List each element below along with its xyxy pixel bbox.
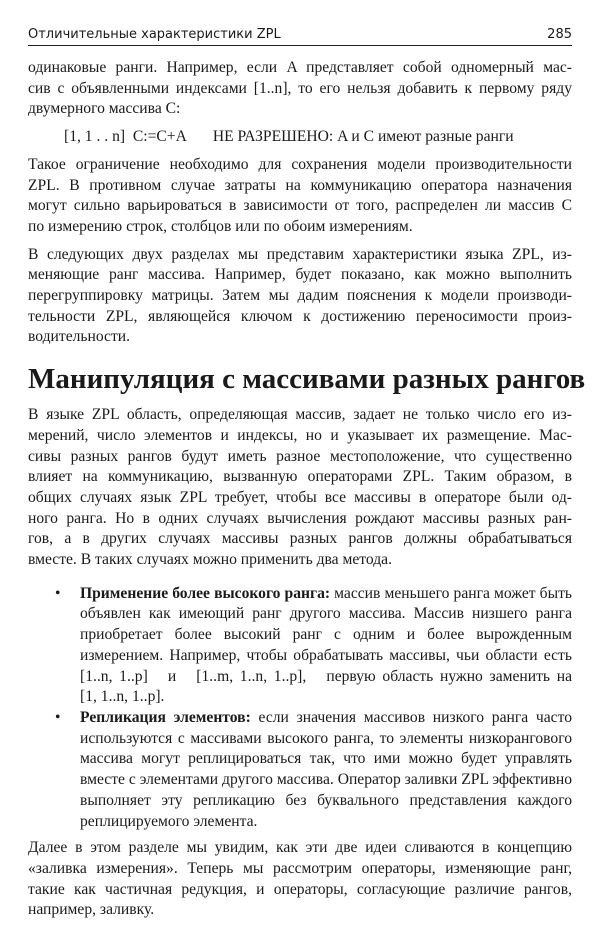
running-header — [28, 20, 572, 46]
code-comment: НЕ РАЗРЕШЕНО: A и C имеют разные ранги — [212, 128, 514, 146]
text-line: объявлен как имеющий ранг другого массива. Массив низшего ранга — [80, 605, 572, 623]
paragraph — [28, 58, 572, 120]
text-line: одинаковые ранги. Например, если A представляет собой одномерный мас- — [28, 59, 572, 76]
text-line: ного ранга. Но в одних случаях вычисления рождают массивы разных ран- — [28, 509, 572, 527]
text-line — [80, 708, 572, 729]
text-line: общих случаях язык ZPL требует, чтобы все массивы в операторе были од- — [28, 488, 572, 506]
text-line: В языке ZPL область, определяющая массив, задает не только число его из- — [28, 406, 572, 424]
text-line: например, заливку. — [28, 901, 155, 919]
text-line: приобретает более высокий ранг с одним и более вырожденным — [80, 626, 572, 644]
text-line: измерением. Например, чтобы обрабатывать массивы, чьи области есть — [80, 646, 572, 664]
bullet-item — [28, 708, 572, 832]
page-body — [28, 58, 586, 928]
text-line: сив с объявленными индексами [1..n], то его нельзя добавить к первому ряду — [28, 79, 572, 97]
page-number: 285 — [547, 27, 572, 42]
paragraph — [28, 838, 572, 921]
text-line: влияет на коммуникацию, вызванную операторами ZPL. Таким образом, в — [28, 468, 572, 486]
bullet-list — [28, 584, 572, 832]
bullet-text: массив меньшего ранга может быть — [330, 584, 572, 602]
code-example — [64, 127, 572, 148]
bullet-lead: Применение более высокого ранга: — [80, 584, 331, 602]
text-line: тельности ZPL, являющейся ключом к достижению переносимости произ- — [28, 307, 572, 325]
running-title: Отличительные характеристики ZPL — [28, 27, 281, 42]
text-line: ZPL. В противном случае затраты на коммуникацию оператора назначения — [28, 176, 572, 194]
text-line: используются с массивами высокого ранга, то элементы низкорангового — [80, 729, 572, 747]
text-line: по измерению строк, столбцов или по обоим измерениям. — [28, 217, 413, 235]
paragraph — [28, 245, 572, 349]
code-statement: [1, 1 . . n] C:=C+A — [64, 128, 187, 146]
bullet-icon: • — [55, 708, 61, 726]
text-line: могут сильно варьироваться в зависимости от того, распределен ли массив C — [28, 197, 572, 215]
paragraph — [28, 405, 572, 571]
text-line: такие как частичная редукция, и операторы, согласующие различие рангов, — [28, 880, 572, 898]
bullet-item — [28, 584, 572, 708]
text-line: [1, 1..n, 1..p]. — [80, 688, 165, 706]
paragraph — [28, 155, 572, 238]
text-line: вместе. В таких случаях можно применить два метода. — [28, 551, 392, 569]
text-line: водительности. — [28, 328, 131, 346]
text-line: вместе с элементами другого массива. Оператор заливки ZPL эффективно — [80, 771, 572, 789]
text-line: массива могут реплицироваться так, что ими можно будет управлять — [80, 750, 572, 768]
bullet-icon: • — [55, 584, 61, 602]
text-line: Такое ограничение необходимо для сохранения модели производительности — [28, 155, 572, 173]
text-line: В следующих двух разделах мы представим характеристики языка ZPL, из- — [28, 245, 572, 263]
text-line: гов, а в других случаях массивы разных рангов должны обрабатываться — [28, 530, 572, 548]
bullet-lead: Репликация элементов: — [80, 708, 251, 726]
text-line: меняющие ранг массива. Например, будет показано, как можно выполнить — [28, 266, 572, 284]
text-line: «заливка измерения». Теперь мы рассмотрим операторы, изменяющие ранг, — [28, 859, 572, 877]
text-line: Далее в этом разделе мы увидим, как эти две идеи сливаются в концепцию — [28, 839, 572, 857]
text-line: мерений, число элементов и индексы, но и указывает их размещение. Мас- — [28, 426, 572, 444]
text-line: [1..n, 1..p] и [1..m, 1..n, 1..p], первую область нужно заменить на — [80, 667, 572, 685]
text-line: выполняет эту репликацию без буквального представления каждого — [80, 791, 572, 809]
text-line: перегруппировку матрицы. Затем мы дадим пояснения к модели производи- — [28, 287, 572, 305]
text-line: реплицируемого элемента. — [80, 812, 258, 830]
section-heading: Манипуляция с массивами разных рангов — [28, 363, 586, 396]
text-line — [80, 584, 572, 605]
bullet-text: если значения массивов низкого ранга часто — [250, 708, 572, 726]
text-line: сивы разных рангов будут иметь разное местоположение, что существенно — [28, 447, 572, 465]
text-line: двумерного массива C: — [28, 100, 181, 118]
